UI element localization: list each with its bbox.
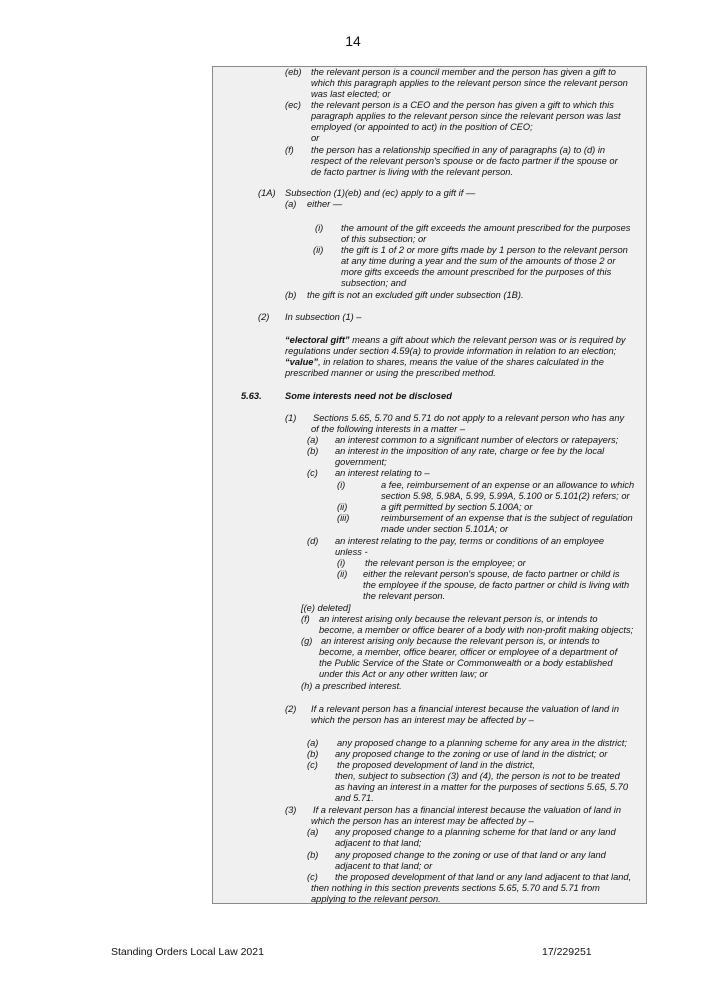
definition-line: prescribed manner or using the prescribed method. bbox=[285, 368, 496, 378]
definition-term: “electoral gift” bbox=[285, 335, 350, 345]
subsection-1a-i-line: of this subsection; or bbox=[341, 234, 427, 244]
p2-label: (2) bbox=[285, 704, 297, 714]
p1-g-text: under this Act or any other written law; or bbox=[319, 669, 488, 679]
amendment-panel bbox=[212, 66, 647, 904]
para-f-line: de facto partner is living with the relevant person. bbox=[311, 167, 514, 177]
p1-d-label: (d) bbox=[307, 536, 319, 546]
p2-a-text: any proposed change to a planning scheme for any area in the district; bbox=[337, 738, 627, 748]
para-eb-line: was last elected; or bbox=[311, 89, 391, 99]
para-f-line: the person has a relationship specified in any of paragraphs (a) to (d) in bbox=[311, 145, 606, 155]
p1-dii-text: the relevant person. bbox=[363, 591, 446, 601]
subsection-2-intro: In subsection (1) – bbox=[285, 312, 362, 322]
p1-di-label: (i) bbox=[337, 558, 346, 568]
footer-doc-id: 17/229251 bbox=[542, 946, 592, 958]
subsection-1a-b-text: the gift is not an excluded gift under subsection (1B). bbox=[307, 290, 524, 300]
subsection-1a-ii-line: at any time during a year and the sum of the amounts of those 2 or bbox=[341, 256, 616, 266]
p1-line: Sections 5.65, 5.70 and 5.71 do not apply to a relevant person who has any bbox=[313, 413, 625, 423]
p3-b-text: any proposed change to the zoning or use of that land or any land bbox=[335, 850, 606, 860]
definition-text: means a gift about which the relevant person was or is required by bbox=[349, 335, 626, 345]
p2-then-line: as having an interest in a matter for the purposes of sections 5.65, 5.70 bbox=[335, 782, 629, 792]
p1-line: of the following interests in a matter – bbox=[311, 424, 465, 434]
p1-label: (1) bbox=[285, 413, 297, 423]
subsection-1a-i-line: the amount of the gift exceeds the amount prescribed for the purposes bbox=[341, 223, 631, 233]
p1-dii-label: (ii) bbox=[337, 569, 348, 579]
p1-ciii-label: (iii) bbox=[337, 513, 350, 523]
p1-ci-text: section 5.98, 5.98A, 5.99, 5.99A, 5.100 or 5.101(2) refers; or bbox=[381, 491, 630, 501]
p3-b-text: adjacent to that land; or bbox=[335, 861, 433, 871]
p1-a-label: (a) bbox=[307, 435, 319, 445]
p2-b-label: (b) bbox=[307, 749, 319, 759]
subsection-1a-ii-line: the gift is 1 of 2 or more gifts made by 1 person to the relevant person bbox=[341, 245, 628, 255]
p2-a-label: (a) bbox=[307, 738, 319, 748]
p3-then-line: then nothing in this section prevents sections 5.65, 5.70 and 5.71 from bbox=[311, 883, 600, 893]
subsection-1a-intro: Subsection (1)(eb) and (ec) apply to a gift if — bbox=[285, 188, 476, 198]
p1-g-text: an interest arising only because the relevant person is, or intends to bbox=[321, 636, 600, 646]
p3-line: which the person has an interest may be affected by – bbox=[311, 816, 534, 826]
p1-e-deleted: [(e) deleted] bbox=[301, 603, 351, 613]
p1-f-label: (f) bbox=[301, 614, 310, 624]
p1-ci-text: a fee, reimbursement of an expense or an allowance to which bbox=[381, 480, 635, 490]
subsection-1a-ii-label: (ii) bbox=[313, 245, 324, 255]
p1-b-label: (b) bbox=[307, 446, 319, 456]
para-ec-line: employed (or appointed to act) in the position of CEO; bbox=[311, 122, 533, 132]
definition-line: regulations under section 4.59(a) to provide information in relation to an election; bbox=[285, 346, 617, 356]
p2-line: If a relevant person has a financial interest because the valuation of land in bbox=[311, 704, 620, 714]
p1-a-text: an interest common to a significant number of electors or ratepayers; bbox=[335, 435, 619, 445]
para-eb-line: the relevant person is a council member and the person has given a gift to bbox=[311, 67, 616, 77]
subsection-2-label: (2) bbox=[258, 312, 270, 322]
definition-text: , in relation to shares, means the value of the shares calculated in the bbox=[318, 357, 604, 367]
p2-b-text: any proposed change to the zoning or use of land in the district; or bbox=[335, 749, 608, 759]
p1-h-text: (h) a prescribed interest. bbox=[301, 681, 402, 691]
p1-d-text: an interest relating to the pay, terms or conditions of an employee bbox=[335, 536, 605, 546]
p1-g-label: (g) bbox=[301, 636, 313, 646]
p1-g-text: the Public Service of the State or Commonwealth or a body established bbox=[319, 658, 613, 668]
p1-b-text: government; bbox=[335, 457, 387, 467]
subsection-1a-i-label: (i) bbox=[315, 223, 324, 233]
p1-dii-text: either the relevant person's spouse, de facto partner or child is bbox=[363, 569, 620, 579]
p3-a-text: adjacent to that land; bbox=[335, 838, 422, 848]
p3-a-text: any proposed change to a planning scheme for that land or any land bbox=[335, 827, 616, 837]
para-f-line: respect of the relevant person's spouse or de facto partner if the spouse or bbox=[311, 156, 618, 166]
p1-cii-text: a gift permitted by section 5.100A; or bbox=[381, 502, 533, 512]
p3-c-label: (c) bbox=[307, 872, 318, 882]
section-heading: Some interests need not be disclosed bbox=[285, 391, 452, 401]
subsection-1a-ii-line: more gifts exceeds the amount prescribed for the purposes of this bbox=[341, 267, 612, 277]
para-ec-line: the relevant person is a CEO and the person has given a gift to which this bbox=[311, 100, 614, 110]
p2-c-text: the proposed development of land in the district, bbox=[337, 760, 535, 770]
p3-c-text: the proposed development of that land or any land adjacent to that land, bbox=[335, 872, 632, 882]
p3-then-line: applying to the relevant person. bbox=[311, 894, 441, 904]
p1-di-text: the relevant person is the employee; or bbox=[365, 558, 526, 568]
p1-ci-label: (i) bbox=[337, 480, 346, 490]
para-ec-line: or bbox=[311, 133, 320, 143]
subsection-1a-b-label: (b) bbox=[285, 290, 297, 300]
p1-ciii-text: made under section 5.101A; or bbox=[381, 524, 509, 534]
p1-b-text: an interest in the imposition of any rate, charge or fee by the local bbox=[335, 446, 605, 456]
p1-g-text: become, a member, office bearer, officer or employee of a department of bbox=[319, 647, 618, 657]
p3-label: (3) bbox=[285, 805, 297, 815]
p1-f-text: become, a member or office bearer of a body with non-profit making objects; bbox=[319, 625, 634, 635]
p1-c-text: an interest relating to – bbox=[335, 468, 430, 478]
definition-electoral-gift bbox=[285, 335, 626, 346]
para-f-label: (f) bbox=[285, 145, 294, 155]
page-number: 14 bbox=[345, 33, 361, 49]
p2-c-label: (c) bbox=[307, 760, 318, 770]
para-ec-line: paragraph applies to the relevant person since the relevant person was last bbox=[311, 111, 621, 121]
subsection-1a-a-text: either — bbox=[307, 199, 343, 209]
subsection-1a-ii-line: subsection; and bbox=[341, 278, 407, 288]
para-eb-label: (eb) bbox=[285, 67, 302, 77]
p3-line: If a relevant person has a financial interest because the valuation of land in bbox=[313, 805, 622, 815]
section-number: 5.63. bbox=[241, 391, 262, 401]
p2-then-line: and 5.71. bbox=[335, 793, 374, 803]
p1-ciii-text: reimbursement of an expense that is the subject of regulation bbox=[381, 513, 633, 523]
subsection-1a-a-label: (a) bbox=[285, 199, 297, 209]
p1-d-text: unless - bbox=[335, 547, 368, 557]
p1-f-text: an interest arising only because the relevant person is, or intends to bbox=[319, 614, 598, 624]
para-ec-label: (ec) bbox=[285, 100, 302, 110]
p3-a-label: (a) bbox=[307, 827, 319, 837]
definition-term: “value” bbox=[285, 357, 319, 367]
p1-c-label: (c) bbox=[307, 468, 318, 478]
p1-dii-text: the employee if the spouse, de facto partner or child is living with bbox=[363, 580, 630, 590]
footer-title: Standing Orders Local Law 2021 bbox=[111, 946, 264, 958]
p1-cii-label: (ii) bbox=[337, 502, 348, 512]
p2-line: which the person has an interest may be affected by – bbox=[311, 715, 534, 725]
subsection-1a-label: (1A) bbox=[258, 188, 276, 198]
para-eb-line: which this paragraph applies to the relevant person since the relevant person bbox=[311, 78, 628, 88]
definition-value bbox=[285, 357, 604, 368]
p3-b-label: (b) bbox=[307, 850, 319, 860]
p2-then-line: then, subject to subsection (3) and (4), the person is not to be treated bbox=[335, 771, 620, 781]
